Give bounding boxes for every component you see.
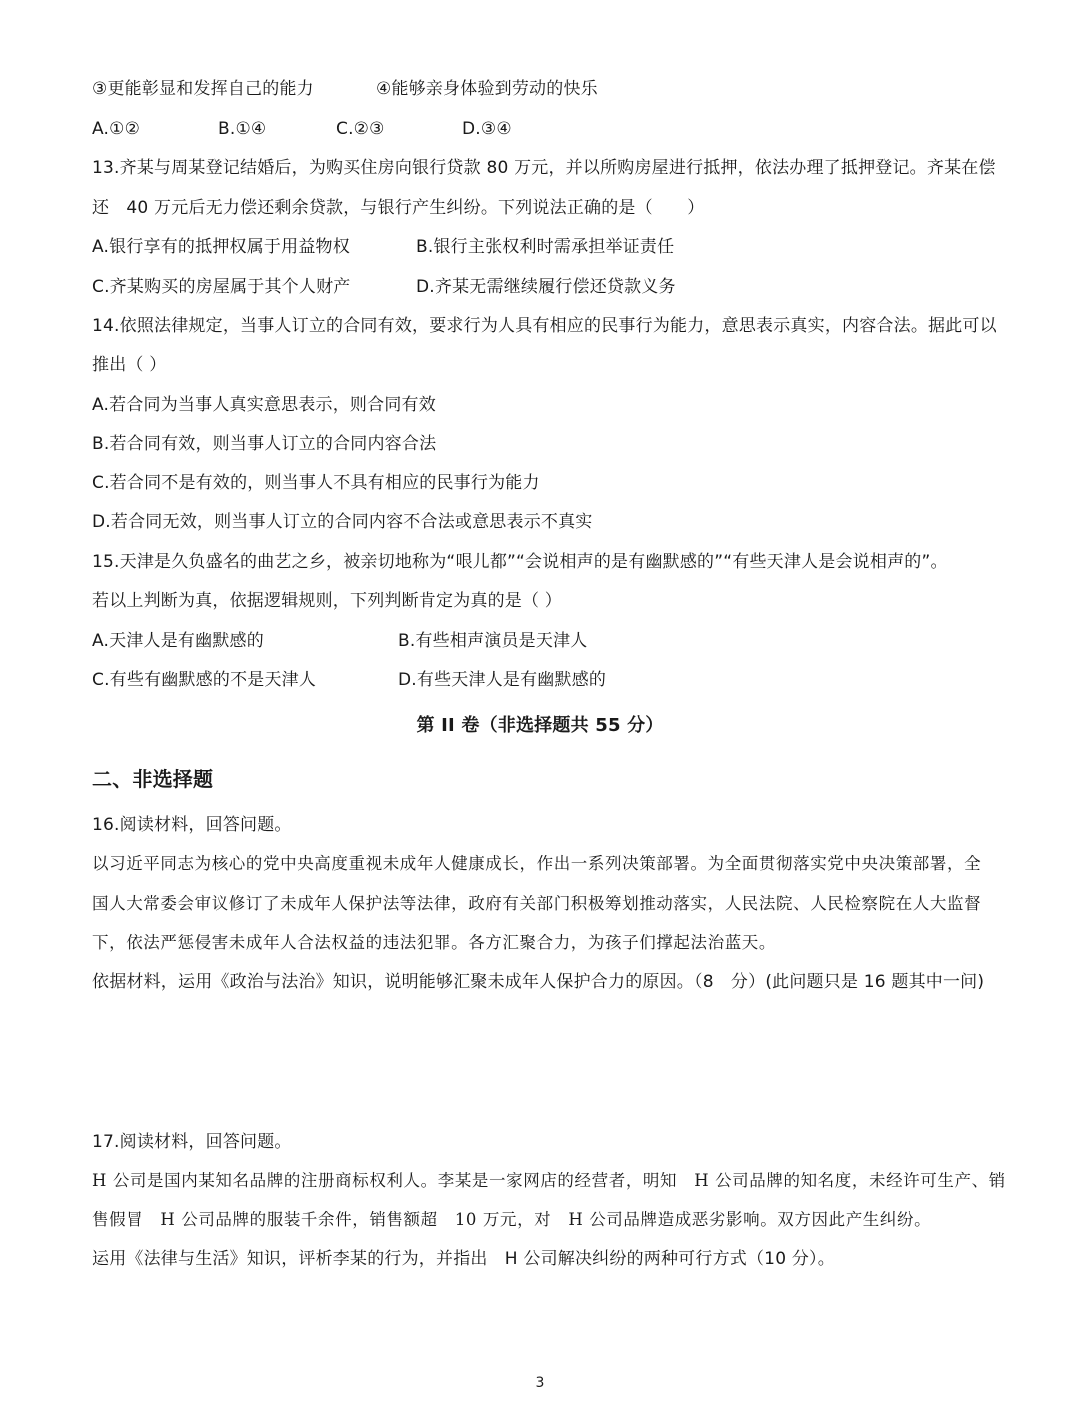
- q13-stem-line2: 还 40 万元后无力偿还剩余贷款，与银行产生纠纷。下列说法正确的是（ ）: [92, 198, 705, 218]
- q16-material-line1: 以习近平同志为核心的党中央高度重视未成年人健康成长，作出一系列决策部署。为全面贯彻落实党中央决策部署，全: [92, 854, 982, 873]
- q14-stem-line1: 14.依照法律规定，当事人订立的合同有效，要求行为人具有相应的民事行为能力，意思表示真实，内容合法。据此可以: [92, 316, 997, 336]
- section2-title: 二、非选择题: [92, 767, 214, 791]
- q17-question: 运用《法律与生活》知识，评析李某的行为，并指出 H 公司解决纠纷的两种可行方式（10 分）。: [92, 1249, 835, 1269]
- q15-option-c: C.有些有幽默感的不是天津人: [92, 670, 317, 690]
- q13-option-c: C.齐某购买的房屋属于其个人财产: [92, 277, 351, 297]
- q15-option-d: D.有些天津人是有幽默感的: [398, 670, 607, 690]
- q14-stem-line2: 推出（ ）: [92, 355, 167, 375]
- q15-option-b: B.有些相声演员是天津人: [398, 631, 588, 651]
- q14-option-d: D.若合同无效，则当事人订立的合同内容不合法或意思表示不真实: [92, 512, 593, 532]
- q12-option-4: ④能够亲身体验到劳动的快乐: [376, 79, 598, 99]
- q17-intro: 17.阅读材料，回答问题。: [92, 1132, 292, 1152]
- q12-choices-row: [92, 117, 512, 141]
- q17-material-line1: H 公司是国内某知名品牌的注册商标权利人。李某是一家网店的经营者，明知 H 公司品牌的知名度，未经许可生产、销: [92, 1171, 1006, 1190]
- q17-material-line2: 售假冒 H 公司品牌的服装千余件，销售额超 10 万元，对 H 公司品牌造成恶劣影响。双方因此产生纠纷。: [92, 1210, 932, 1229]
- q16-material-line2: 国人大常委会审议修订了未成年人保护法等法律，政府有关部门积极筹划推动落实，人民法院、人民检察院在人大监督: [92, 894, 982, 913]
- q13-option-d: D.齐某无需继续履行偿还贷款义务: [416, 277, 676, 297]
- q12-choice-c: C.②③: [336, 119, 385, 139]
- q15-options-row1: [92, 629, 588, 653]
- q15-options-row2: [92, 668, 607, 692]
- q13-stem-line1: 13.齐某与周某登记结婚后，为购买住房向银行贷款 80 万元，并以所购房屋进行抵押，依法办理了抵押登记。齐某在偿: [92, 158, 996, 178]
- q13-option-b: B.银行主张权利时需承担举证责任: [416, 237, 675, 257]
- q15-option-a: A.天津人是有幽默感的: [92, 631, 264, 651]
- q14-option-c: C.若合同不是有效的，则当事人不具有相应的民事行为能力: [92, 473, 540, 493]
- q12-choice-d: D.③④: [462, 119, 512, 139]
- q12-options-row: [92, 77, 598, 101]
- q12-choice-b: B.①④: [218, 119, 267, 139]
- q16-intro: 16.阅读材料，回答问题。: [92, 815, 292, 835]
- q12-option-3: ③更能彰显和发挥自己的能力: [92, 79, 314, 99]
- q13-options-row1: [92, 235, 675, 259]
- q14-option-a: A.若合同为当事人真实意思表示，则合同有效: [92, 395, 436, 415]
- page-number: 3: [535, 1375, 545, 1391]
- q13-options-row2: [92, 275, 676, 299]
- q13-option-a: A.银行享有的抵押权属于用益物权: [92, 237, 350, 257]
- q15-stem-line2: 若以上判断为真，依据逻辑规则，下列判断肯定为真的是（ ）: [92, 591, 563, 611]
- q16-material-line3: 下，依法严惩侵害未成年人合法权益的违法犯罪。各方汇聚合力，为孩子们撑起法治蓝天。: [92, 933, 776, 952]
- q12-choice-a: A.①②: [92, 119, 141, 139]
- q14-option-b: B.若合同有效，则当事人订立的合同内容合法: [92, 434, 437, 454]
- q15-stem-line1: 15.天津是久负盛名的曲艺之乡，被亲切地称为“哏儿都”“会说相声的是有幽默感的”“有些天津人是会说相声的”。: [92, 552, 948, 572]
- q16-question: 依据材料，运用《政治与法治》知识，说明能够汇聚未成年人保护合力的原因。（8 分）(此问题只是 16 题其中一问): [92, 972, 985, 992]
- part2-title: 第 II 卷（非选择题共 55 分）: [416, 715, 664, 736]
